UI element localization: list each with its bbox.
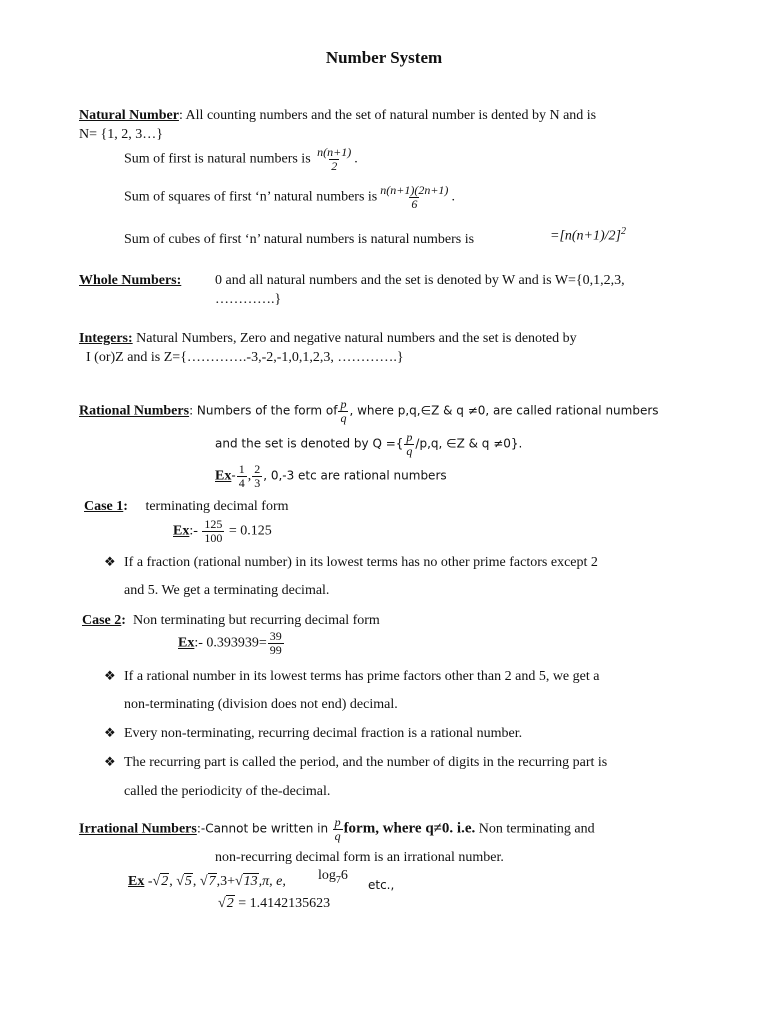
case2-ex-num: 39 (269, 629, 282, 643)
case1-ex-num: 125 (204, 517, 223, 531)
case1-bullet (104, 555, 116, 571)
integers-text2: I (or)Z and is Z={………….-3,-2,-1,0,1,2,3, ………….} (86, 350, 404, 365)
rational-text2b: /p,q, ∈Z & q ≠0}. (415, 436, 523, 451)
case1-text: terminating decimal form (145, 499, 289, 514)
bullet-icon: ❖ (104, 726, 116, 741)
sum-squares-denominator: 6 (411, 197, 418, 211)
rational-ex-frac1-den: 4 (238, 476, 245, 490)
log-arg: 6 (340, 868, 348, 883)
rational-ex-label: Ex (215, 468, 232, 484)
case2-bullet3-line2: called the periodicity of the-decimal. (124, 784, 331, 799)
case1-example: Ex:- $\frac{125}{100}$ = 0.125 (173, 517, 272, 545)
rational-ex-frac2-den: 3 (254, 476, 261, 490)
irrational-etc: etc., (368, 878, 395, 892)
sqrt-5: 5 (184, 874, 192, 889)
bullet-icon: ❖ (104, 669, 116, 684)
case2-line (82, 613, 380, 629)
irrational-line1 (79, 816, 595, 843)
natural-number-heading: Natural Number (79, 108, 179, 123)
rational-q: q (340, 411, 347, 425)
sum-natural-label: Sum of first is natural numbers is (124, 151, 311, 167)
rational-text1b: , where p,q,∈Z & q ≠0, are called rational numbers (349, 403, 659, 418)
rational-example: Ex- $\frac{1}{4}$ , $\frac{2}{3}$ , 0,-3 etc are rational numbers (215, 462, 447, 490)
irrational-pi-e: ,π, e, (258, 874, 286, 889)
sum-natural-fraction (315, 146, 353, 173)
case1-colon: : (123, 499, 128, 514)
case1-ex-fraction (202, 518, 224, 545)
case2-ex-fraction (268, 630, 284, 657)
natural-number-line1 (79, 108, 596, 124)
whole-numbers-text2: ………….} (215, 292, 282, 307)
page-title: Number System (325, 48, 443, 67)
integers-heading: Integers: (79, 331, 133, 346)
sum-cubes-formula (550, 226, 626, 245)
case2-bullet1-line2: non-terminating (division does not end) decimal. (124, 697, 398, 712)
integers-text1: Natural Numbers, Zero and negative natural numbers and the set is denoted by (132, 331, 577, 346)
sum-cubes-formula-text: =[n(n+1)/2] (550, 228, 622, 244)
rational-pq-fraction (338, 398, 348, 425)
irrational-three: 3+ (220, 874, 235, 889)
case2-heading: Case 2 (82, 613, 122, 628)
rational-text2a: and the set is denoted by Q ={ (215, 436, 404, 451)
sum-squares-label: Sum of squares of first ‘n’ natural numbers is (124, 189, 378, 205)
log-base: 7 (335, 874, 341, 886)
case2-ex-text: :- 0.393939= (194, 635, 267, 651)
case2-bullet1-line1: If a rational number in its lowest terms has prime factors other than 2 and 5, we get a (124, 669, 600, 684)
bullet-icon: ❖ (104, 555, 116, 570)
irrational-pq-fraction (333, 816, 343, 843)
irrational-heading: Irrational Numbers (79, 821, 197, 837)
sum-squares-fraction (378, 184, 450, 211)
case1-bullet-line2: and 5. We get a terminating decimal. (124, 583, 330, 598)
irrational-text1a: :-Cannot be written in (196, 821, 329, 836)
rational-ex-frac2-num: 2 (254, 462, 261, 476)
rational-ex-frac1-num: 1 (238, 462, 245, 476)
case2-colon: : (121, 613, 126, 628)
integers-line1 (79, 331, 577, 347)
sum-natural-denominator: 2 (331, 159, 338, 173)
rational-heading: Rational Numbers (79, 403, 190, 419)
case2-bullet2-line1: Every non-terminating, recurring decimal fraction is a rational number. (124, 726, 523, 741)
case1-heading: Case 1 (84, 499, 124, 514)
rational-text1a: : Numbers of the form of (189, 403, 338, 418)
irrational-ex-label: Ex (128, 874, 145, 889)
whole-numbers-text1: 0 and all natural numbers and the set is denoted by W and is W={0,1,2,3, (215, 273, 625, 288)
case1-bullet-line1: If a fraction (rational number) in its lowest terms has no other prime factors except 2 (124, 555, 598, 570)
rational-line2 (215, 431, 522, 458)
bullet-icon: ❖ (104, 755, 116, 770)
irrational-q: q (334, 829, 341, 843)
irrational-log (318, 868, 348, 886)
case2-text: Non terminating but recurring decimal form (132, 613, 380, 628)
sum-cubes-power: 2 (621, 226, 627, 237)
sqrt2-value-line: √2 = 1.4142135623 (218, 896, 331, 911)
rational-set-q: q (406, 444, 413, 458)
case1-ex-label: Ex (173, 523, 190, 539)
sqrt-13: 13 (243, 874, 258, 889)
sum-natural-numerator: n(n+1) (317, 145, 352, 159)
irrational-text1c: Non terminating and (475, 821, 595, 837)
rational-ex-fraction2 (252, 463, 262, 490)
rational-line1 (79, 398, 659, 425)
rational-ex-rest: , 0,-3 etc are rational numbers (263, 468, 447, 483)
sqrt2-value: = 1.4142135623 (238, 896, 331, 911)
case2-ex-den: 99 (269, 643, 282, 657)
case2-bullet3-line1: The recurring part is called the period, and the number of digits in the recurring part is (124, 755, 608, 770)
case1-ex-rest: = 0.125 (228, 523, 272, 539)
natural-number-set: N= {1, 2, 3…} (79, 127, 163, 142)
sqrt2-radicand: 2 (226, 896, 234, 911)
sum-squares-line: Sum of squares of first ‘n’ natural numbers is $\frac{n(n+1)(2n+1)}{6}$ . (124, 183, 455, 211)
case1-line (84, 499, 289, 515)
rational-p: p (340, 397, 347, 411)
sqrt-7: 7 (208, 874, 216, 889)
irrational-example: Ex -√2, √5, √7,3+√13,π, e, (128, 874, 286, 889)
sqrt-2: 2 (161, 874, 169, 889)
sum-squares-numerator: n(n+1)(2n+1) (380, 183, 449, 197)
case2-ex-label: Ex (178, 635, 195, 651)
sum-natural-line: Sum of first is natural numbers is $\frac{n(n+1)}{2}$ . (124, 145, 358, 173)
sum-cubes-label: Sum of cubes of first ‘n’ natural numbers is natural numbers is (124, 232, 475, 247)
rational-set-p: p (406, 430, 413, 444)
irrational-text2: non-recurring decimal form is an irrational number. (215, 850, 504, 865)
case2-example (178, 630, 285, 657)
rational-set-fraction (404, 431, 414, 458)
irrational-text1b: form, where q≠0. i.e. (343, 820, 476, 837)
rational-ex-fraction1 (237, 463, 247, 490)
case1-ex-den: 100 (204, 531, 223, 545)
natural-number-text1: : All counting numbers and the set of natural number is dented by N and is (178, 108, 597, 123)
log-text: log (318, 868, 336, 883)
irrational-p: p (334, 815, 341, 829)
whole-numbers-heading: Whole Numbers: (79, 273, 182, 288)
